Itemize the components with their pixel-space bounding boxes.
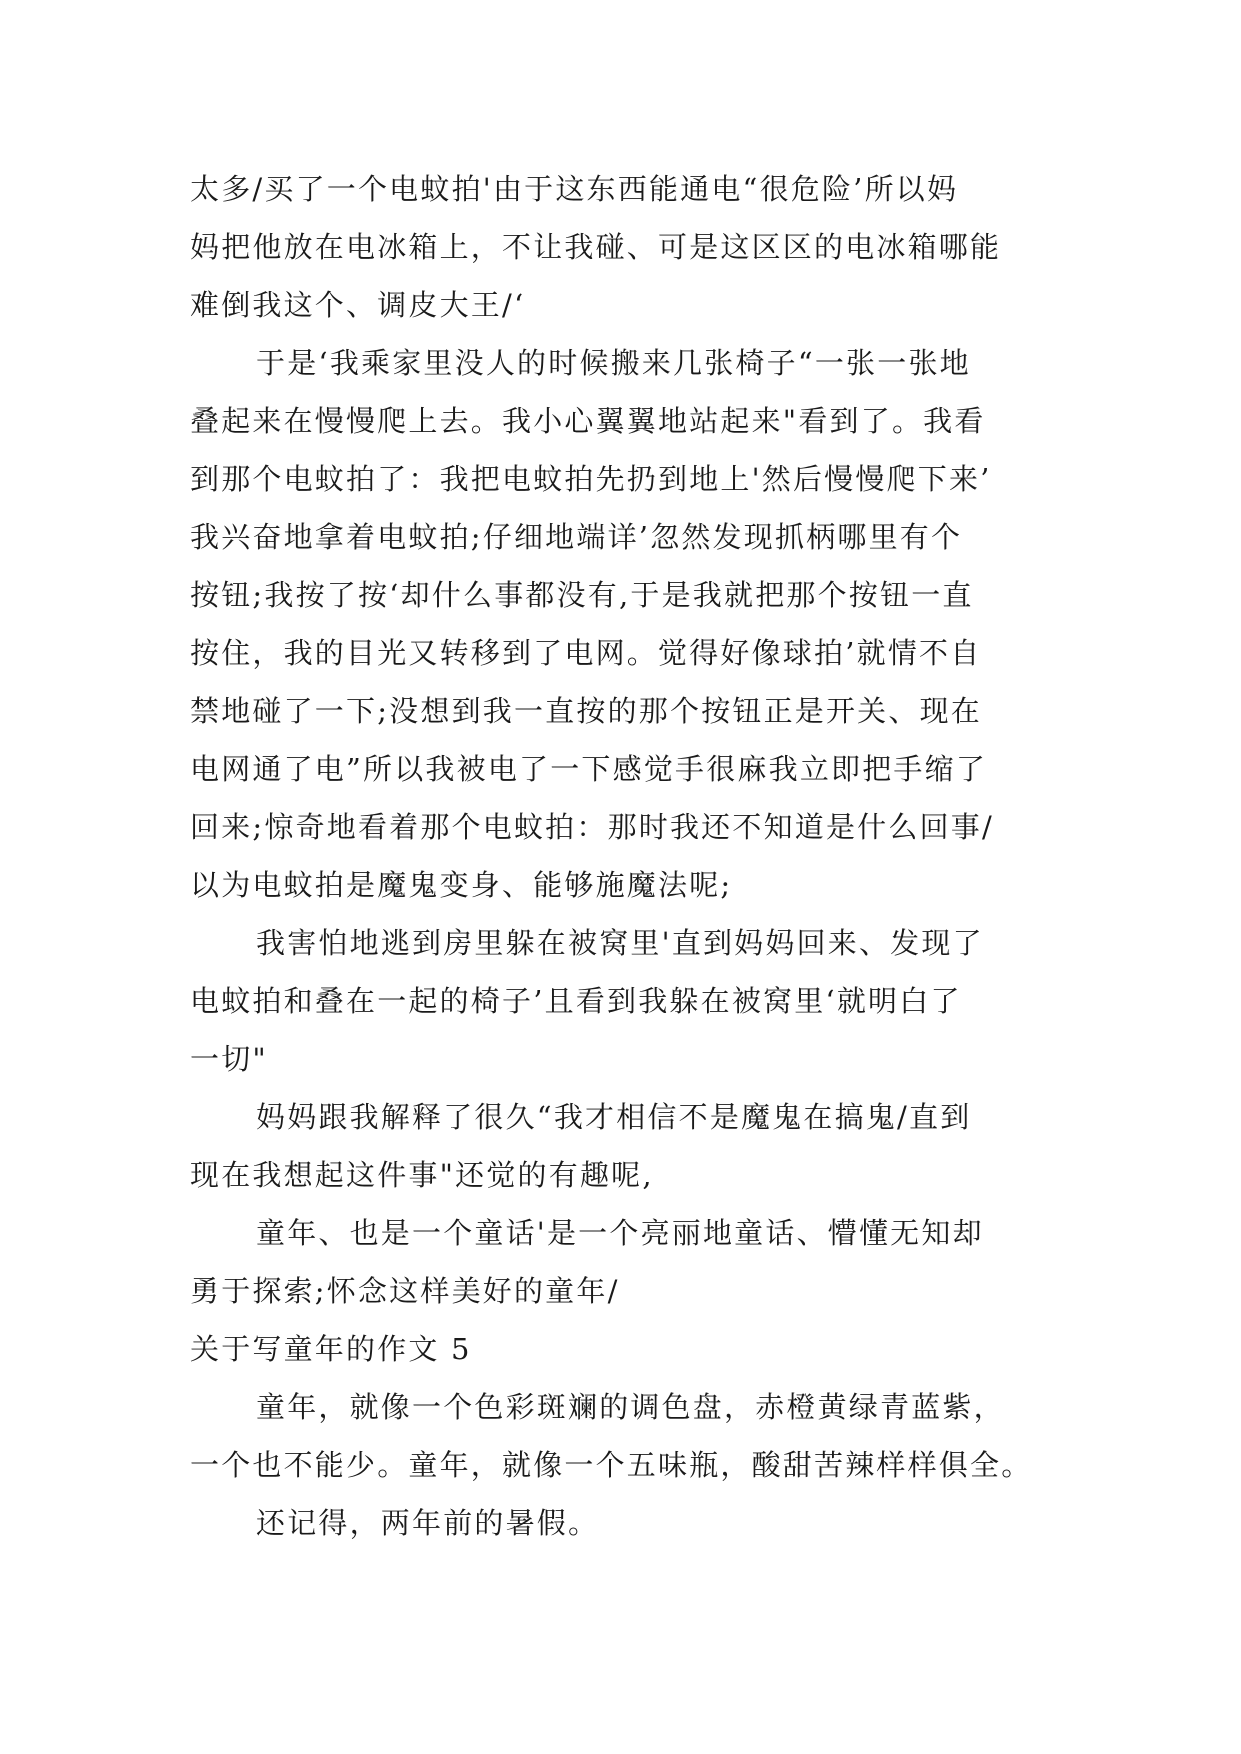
text-line: 到那个电蚊拍了：我把电蚊拍先扔到地上'然后慢慢爬下来’ [190, 462, 992, 496]
paragraph [190, 160, 1050, 334]
paragraph [190, 1378, 1050, 1494]
paragraph [190, 1088, 1050, 1204]
text-line: 回来;惊奇地看着那个电蚊拍：那时我还不知道是什么回事/ [190, 810, 994, 844]
text-line: 我兴奋地拿着电蚊拍;仔细地端详’忽然发现抓柄哪里有个 [190, 520, 963, 554]
text-line: 难倒我这个、调皮大王/‘ [190, 288, 526, 322]
section-title: 关于写童年的作文 5 [190, 1332, 472, 1366]
paragraph [190, 1494, 1050, 1552]
text-line: 禁地碰了一下;没想到我一直按的那个按钮正是开关、现在 [190, 694, 982, 728]
text-line: 按住，我的目光又转移到了电网。觉得好像球拍’就情不自 [190, 636, 982, 670]
text-line: 童年、也是一个童话'是一个亮丽地童话、懵懂无知却 [256, 1216, 984, 1250]
text-line: 童年，就像一个色彩斑斓的调色盘，赤橙黄绿青蓝紫， [256, 1390, 1005, 1424]
text-line: 以为电蚊拍是魔鬼变身、能够施魔法呢; [190, 868, 733, 902]
text-line: 电蚊拍和叠在一起的椅子’且看到我躲在被窝里‘就明白了 [190, 984, 962, 1018]
paragraph [190, 1204, 1050, 1320]
text-line: 太多/买了一个电蚊拍'由于这东西能通电“很危险’所以妈 [190, 172, 959, 206]
text-line: 一个也不能少。童年，就像一个五味瓶，酸甜苦辣样样俱全。 [190, 1448, 1033, 1482]
text-line: 妈妈跟我解释了很久“我才相信不是魔鬼在搞鬼/直到 [256, 1100, 972, 1134]
paragraph [190, 334, 1050, 914]
text-line: 勇于探索;怀念这样美好的童年/ [190, 1274, 620, 1308]
paragraph [190, 914, 1050, 1088]
text-line: 妈把他放在电冰箱上，不让我碰、可是这区区的电冰箱哪能 [190, 230, 1002, 264]
text-line: 于是‘我乘家里没人的时候搬来几张椅子“一张一张地 [256, 346, 971, 380]
document-body [190, 160, 1050, 1552]
text-line: 我害怕地逃到房里躲在被窝里'直到妈妈回来、发现了 [256, 926, 984, 960]
text-line: 一切" [190, 1042, 268, 1076]
text-line: 按钮;我按了按‘却什么事都没有,于是我就把那个按钮一直 [190, 578, 974, 612]
text-line: 还记得，两年前的暑假。 [256, 1506, 600, 1540]
text-line: 电网通了电”所以我被电了一下感觉手很麻我立即把手缩了 [190, 752, 988, 786]
text-line: 叠起来在慢慢爬上去。我小心翼翼地站起来"看到了。我看 [190, 404, 986, 438]
text-line: 现在我想起这件事"还觉的有趣呢, [190, 1158, 654, 1192]
